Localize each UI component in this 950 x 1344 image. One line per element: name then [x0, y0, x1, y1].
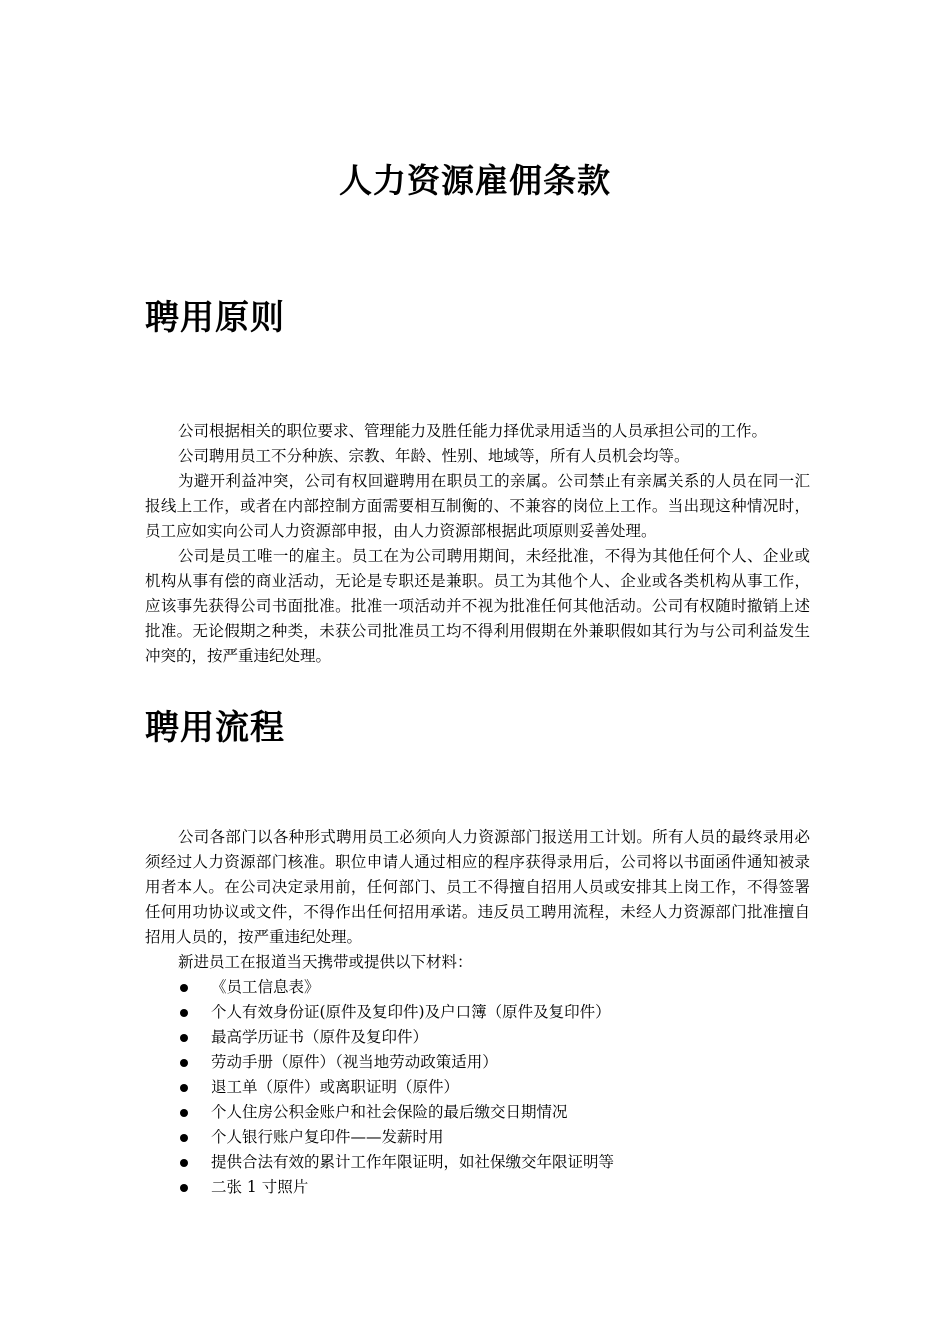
paragraph: 公司聘用员工不分种族、宗教、年龄、性别、地域等，所有人员机会均等。 [178, 447, 690, 465]
list-item: 《员工信息表》 [145, 975, 810, 1000]
bullet-icon [180, 1084, 188, 1092]
bullet-icon [180, 1009, 188, 1017]
hiring-principles-body [145, 419, 810, 669]
paragraph: 新进员工在报道当天携带或提供以下材料： [178, 953, 473, 971]
required-materials-list [145, 975, 810, 1200]
list-item: 退工单（原件）或离职证明（原件） [145, 1075, 810, 1100]
list-item: 个人有效身份证(原件及复印件)及户口簿（原件及复印件） [145, 1000, 810, 1025]
list-item: 劳动手册（原件）（视当地劳动政策适用） [145, 1050, 810, 1075]
list-item: 最高学历证书（原件及复印件） [145, 1025, 810, 1050]
list-item: 个人住房公积金账户和社会保险的最后缴交日期情况 [145, 1100, 810, 1125]
bullet-icon [180, 984, 188, 992]
list-item: 提供合法有效的累计工作年限证明，如社保缴交年限证明等 [145, 1150, 810, 1175]
paragraph: 公司各部门以各种形式聘用员工必须向人力资源部门报送用工计划。所有人员的最终录用必须经过人力资源部门核准。职位申请人通过相应的程序获得录用后，公司将以书面函件通知被录用者本人。在公司决定录用前，任何部门、员工不得擅自招用人员或安排其上岗工作，不得签署任何用功协议或文件，不得作出任何招用承诺。违反员工聘用流程，未经人力资源部门批准擅自招用人员的，按严重违纪处理。 [145, 828, 810, 946]
bullet-icon [180, 1134, 188, 1142]
paragraph: 公司根据相关的职位要求、管理能力及胜任能力择优录用适当的人员承担公司的工作。 [178, 422, 768, 440]
section-heading-hiring-process: 聘用流程 [145, 708, 285, 748]
section-heading-hiring-principles: 聘用原则 [145, 298, 285, 338]
paragraph: 公司是员工唯一的雇主。员工在为公司聘用期间，未经批准，不得为其他任何个人、企业或机构从事有偿的商业活动，无论是专职还是兼职。员工为其他个人、企业或各类机构从事工作，应该事先获得公司书面批准。批准一项活动并不视为批准任何其他活动。公司有权随时撤销上述批准。无论假期之种类，未获公司批准员工均不得利用假期在外兼职假如其行为与公司利益发生冲突的，按严重违纪处理。 [145, 547, 810, 665]
bullet-icon [180, 1159, 188, 1167]
paragraph: 为避开利益冲突，公司有权回避聘用在职员工的亲属。公司禁止有亲属关系的人员在同一汇报线上工作，或者在内部控制方面需要相互制衡的、不兼容的岗位上工作。当出现这种情况时，员工应如实向公司人力资源部申报，由人力资源部根据此项原则妥善处理。 [145, 472, 810, 540]
bullet-icon [180, 1034, 188, 1042]
hiring-process-body [145, 825, 810, 975]
bullet-icon [180, 1109, 188, 1117]
document-title: 人力资源雇佣条款 [339, 161, 611, 200]
bullet-icon [180, 1184, 188, 1192]
list-item: 个人银行账户复印件——发薪时用 [145, 1125, 810, 1150]
bullet-icon [180, 1059, 188, 1067]
list-item: 二张 1 寸照片 [145, 1175, 810, 1200]
